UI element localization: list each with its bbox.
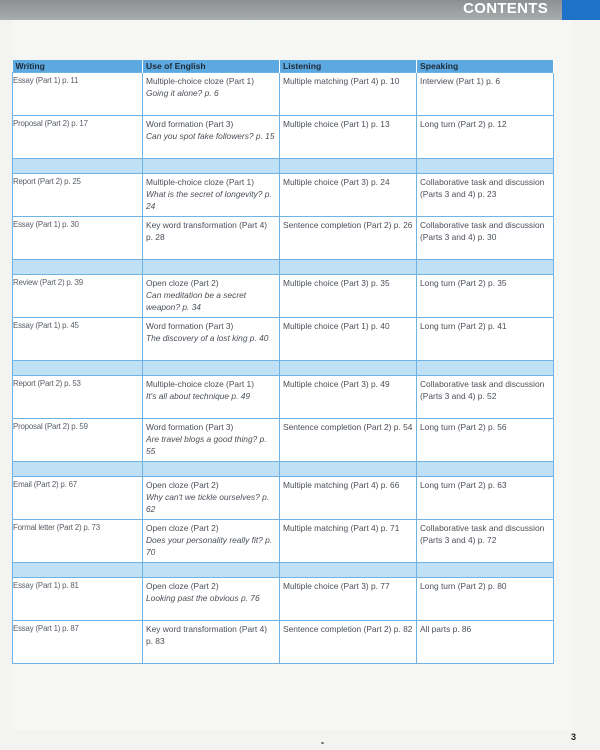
listening-cell: Multiple choice (Part 3) p. 35: [280, 275, 417, 318]
divider-cell: [143, 462, 280, 477]
speaking-cell: Interview (Part 1) p. 6: [417, 73, 554, 116]
speaking-cell: Long turn (Part 2) p. 12: [417, 116, 554, 159]
speaking-cell: Long turn (Part 2) p. 80: [417, 578, 554, 621]
use-of-english-cell: [143, 477, 280, 520]
use-of-english-cell: [143, 174, 280, 217]
listening-cell: Multiple choice (Part 1) p. 40: [280, 318, 417, 361]
uoe-text-title: It's all about technique p. 49: [146, 391, 251, 401]
use-of-english-cell: [143, 217, 280, 260]
speaking-cell: All parts p. 86: [417, 621, 554, 664]
listening-cell: Multiple choice (Part 3) p. 49: [280, 376, 417, 419]
divider-cell: [143, 159, 280, 174]
table-header-row: [13, 60, 554, 73]
table-row: [13, 73, 554, 116]
writing-cell: Essay (Part 1) p. 87: [13, 621, 143, 664]
use-of-english-cell: [143, 520, 280, 563]
listening-cell: Multiple matching (Part 4) p. 10: [280, 73, 417, 116]
speaking-cell: Collaborative task and discussion (Parts 3 and 4) p. 30: [417, 217, 554, 260]
listening-cell: Multiple choice (Part 1) p. 13: [280, 116, 417, 159]
writing-cell: Essay (Part 1) p. 45: [13, 318, 143, 361]
writing-cell: Essay (Part 1) p. 30: [13, 217, 143, 260]
uoe-task: Key word transformation (Part 4) p. 28: [146, 220, 268, 242]
listening-cell: Multiple choice (Part 3) p. 77: [280, 578, 417, 621]
table-row: [13, 477, 554, 520]
use-of-english-cell: [143, 376, 280, 419]
speaking-cell: Long turn (Part 2) p. 56: [417, 419, 554, 462]
table-row: [13, 318, 554, 361]
use-of-english-cell: [143, 73, 280, 116]
use-of-english-cell: [143, 578, 280, 621]
uoe-task: Key word transformation (Part 4) p. 83: [146, 624, 268, 646]
uoe-task: Multiple-choice cloze (Part 1): [146, 177, 254, 187]
column-header-use-of-english: Use of English: [143, 60, 280, 73]
writing-cell: Email (Part 2) p. 67: [13, 477, 143, 520]
divider-cell: [417, 159, 554, 174]
section-tab: [562, 0, 600, 20]
use-of-english-cell: [143, 116, 280, 159]
uoe-text-title: What is the secret of longevity? p. 24: [146, 189, 272, 211]
page-number: 3: [570, 732, 576, 742]
uoe-text-title: Why can't we tickle ourselves? p. 62: [146, 492, 270, 514]
speaking-cell: Collaborative task and discussion (Parts 3 and 4) p. 23: [417, 174, 554, 217]
use-of-english-cell: [143, 621, 280, 664]
divider-cell: [13, 260, 143, 275]
unit-divider-row: [13, 260, 554, 275]
uoe-text-title: Can meditation be a secret weapon? p. 34: [146, 290, 247, 312]
contents-table: [12, 60, 554, 664]
writing-cell: Proposal (Part 2) p. 17: [13, 116, 143, 159]
table-row: [13, 217, 554, 260]
uoe-text-title: Going it alone? p. 6: [146, 88, 219, 98]
uoe-text-title: Does your personality really fit? p. 70: [146, 535, 273, 557]
writing-cell: Formal letter (Part 2) p. 73: [13, 520, 143, 563]
table-row: [13, 419, 554, 462]
print-speck: [321, 742, 324, 744]
uoe-task: Word formation (Part 3): [146, 119, 234, 129]
table-row: [13, 621, 554, 664]
divider-cell: [13, 159, 143, 174]
divider-cell: [13, 361, 143, 376]
listening-cell: Multiple matching (Part 4) p. 71: [280, 520, 417, 563]
speaking-cell: Long turn (Part 2) p. 35: [417, 275, 554, 318]
listening-cell: Sentence completion (Part 2) p. 54: [280, 419, 417, 462]
divider-cell: [417, 563, 554, 578]
uoe-task: Word formation (Part 3): [146, 321, 234, 331]
divider-cell: [143, 563, 280, 578]
divider-cell: [280, 159, 417, 174]
listening-cell: Multiple choice (Part 3) p. 24: [280, 174, 417, 217]
use-of-english-cell: [143, 275, 280, 318]
writing-cell: Report (Part 2) p. 53: [13, 376, 143, 419]
uoe-task: Open cloze (Part 2): [146, 480, 219, 490]
table-row: [13, 275, 554, 318]
speaking-cell: Long turn (Part 2) p. 63: [417, 477, 554, 520]
writing-cell: Essay (Part 1) p. 11: [13, 73, 143, 116]
unit-divider-row: [13, 159, 554, 174]
divider-cell: [280, 361, 417, 376]
page-title: CONTENTS: [463, 0, 548, 17]
divider-cell: [417, 260, 554, 275]
table-row: [13, 174, 554, 217]
writing-cell: Essay (Part 1) p. 81: [13, 578, 143, 621]
uoe-text-title: Looking past the obvious p. 76: [146, 593, 260, 603]
use-of-english-cell: [143, 318, 280, 361]
divider-cell: [13, 563, 143, 578]
unit-divider-row: [13, 462, 554, 477]
divider-cell: [417, 361, 554, 376]
uoe-task: Open cloze (Part 2): [146, 523, 219, 533]
writing-cell: Review (Part 2) p. 39: [13, 275, 143, 318]
divider-cell: [13, 462, 143, 477]
uoe-text-title: Are travel blogs a good thing? p. 55: [146, 434, 267, 456]
divider-cell: [417, 462, 554, 477]
column-header-listening: Listening: [280, 60, 417, 73]
writing-cell: Report (Part 2) p. 25: [13, 174, 143, 217]
writing-cell: Proposal (Part 2) p. 59: [13, 419, 143, 462]
use-of-english-cell: [143, 419, 280, 462]
table-row: [13, 578, 554, 621]
table-row: [13, 520, 554, 563]
speaking-cell: Collaborative task and discussion (Parts 3 and 4) p. 72: [417, 520, 554, 563]
uoe-text-title: The discovery of a lost king p. 40: [146, 333, 269, 343]
divider-cell: [143, 361, 280, 376]
uoe-task: Multiple-choice cloze (Part 1): [146, 76, 254, 86]
uoe-task: Open cloze (Part 2): [146, 581, 219, 591]
listening-cell: Sentence completion (Part 2) p. 26: [280, 217, 417, 260]
uoe-task: Multiple-choice cloze (Part 1): [146, 379, 254, 389]
divider-cell: [143, 260, 280, 275]
uoe-task: Open cloze (Part 2): [146, 278, 219, 288]
divider-cell: [280, 462, 417, 477]
uoe-task: Word formation (Part 3): [146, 422, 234, 432]
column-header-speaking: Speaking: [417, 60, 554, 73]
table-row: [13, 116, 554, 159]
speaking-cell: Long turn (Part 2) p. 41: [417, 318, 554, 361]
listening-cell: Multiple matching (Part 4) p. 66: [280, 477, 417, 520]
uoe-text-title: Can you spot fake followers? p. 15: [146, 131, 275, 141]
table-body: [13, 73, 554, 664]
divider-cell: [280, 563, 417, 578]
column-header-writing: Writing: [13, 60, 143, 73]
speaking-cell: Collaborative task and discussion (Parts 3 and 4) p. 52: [417, 376, 554, 419]
divider-cell: [280, 260, 417, 275]
listening-cell: Sentence completion (Part 2) p. 82: [280, 621, 417, 664]
unit-divider-row: [13, 361, 554, 376]
table-row: [13, 376, 554, 419]
unit-divider-row: [13, 563, 554, 578]
